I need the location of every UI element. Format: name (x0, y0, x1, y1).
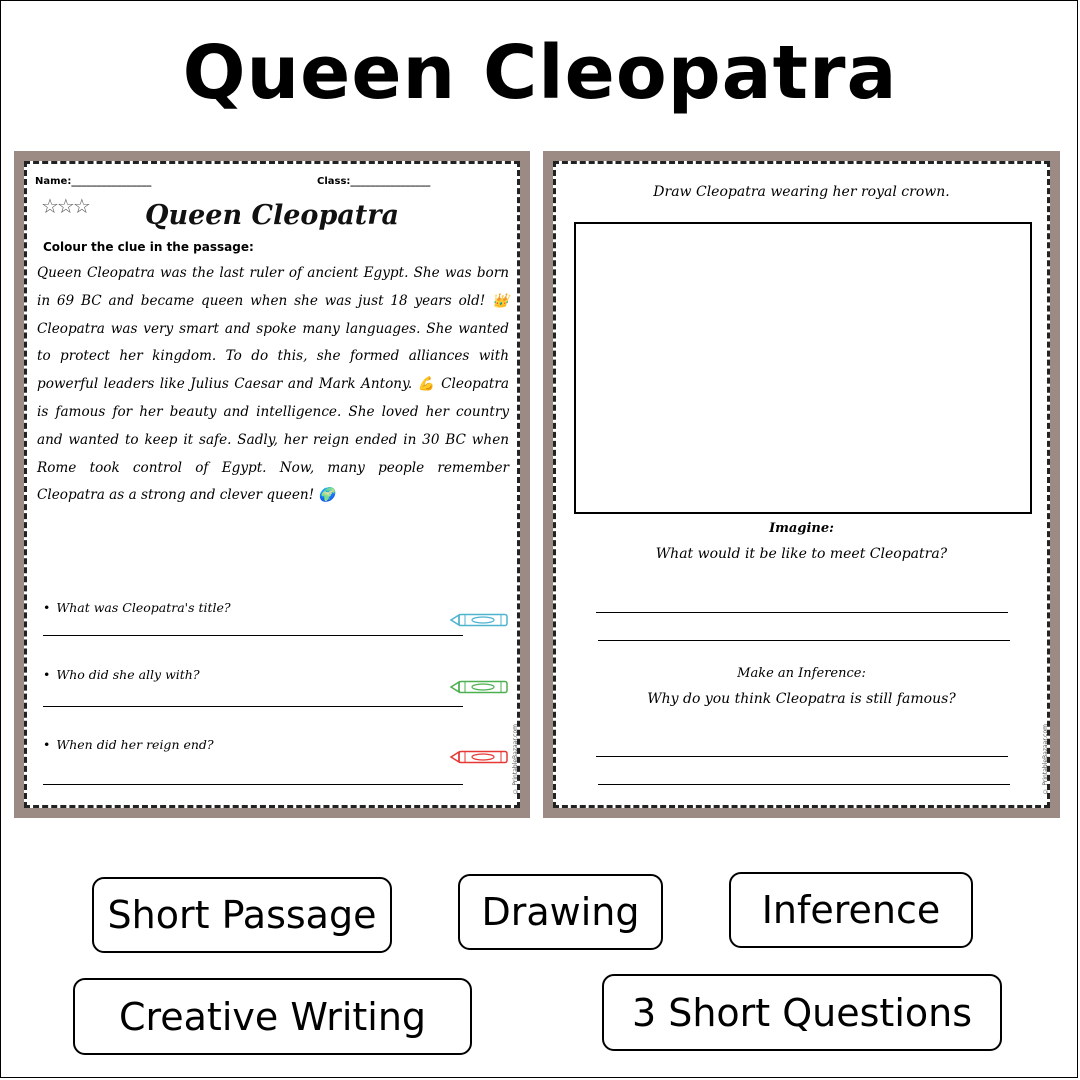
question-2-text: Who did she ally with? (56, 667, 200, 682)
rating-stars-icon: ☆☆☆ (41, 194, 89, 218)
green-crayon-icon (449, 679, 511, 695)
inference-label: Make an Inference: (737, 666, 866, 681)
question-3: • When did her reign end? (43, 737, 214, 752)
worksheet-activity-page (543, 151, 1060, 818)
class-field-label: Class:________________ (317, 176, 431, 187)
draw-prompt: Draw Cleopatra wearing her royal crown. (653, 184, 950, 200)
name-field-label: Name:________________ (35, 176, 152, 187)
tag-drawing: Drawing (458, 874, 663, 950)
page-title: Queen Cleopatra (182, 30, 898, 116)
worksheet-title: Queen Cleopatra (144, 200, 400, 231)
tag-3-short-questions: 3 Short Questions (602, 974, 1002, 1051)
question-1-text: What was Cleopatra's title? (56, 600, 231, 615)
inference-question: Why do you think Cleopatra is still famous? (647, 691, 956, 707)
drawing-box[interactable] (574, 222, 1032, 514)
imagine-answer-line-2[interactable] (598, 640, 1010, 641)
answer-line-3[interactable] (43, 784, 463, 785)
instruction-text: Colour the clue in the passage: (43, 240, 254, 254)
inference-answer-line-2[interactable] (598, 784, 1010, 785)
imagine-question: What would it be like to meet Cleopatra? (655, 546, 948, 562)
dashed-border-area (24, 161, 520, 808)
reading-passage: Queen Cleopatra was the last ruler of ancient Egypt. She was born in 69 BC and became queen when she was just 18 years old! 👑 Cleopatra was very smart and spoke many languages. She wanted to protect her kingdom. To do this, she formed alliances with powerful leaders like Julius Caesar and Mark Antony. 💪 Cleopatra is famous for her beauty and intelligence. She loved her country and wanted to keep it safe. Sadly, her reign ended in 30 BC when Rome took control of Egypt. Now, many people remember Cleopatra as a strong and clever queen! 🌍 (37, 265, 509, 504)
imagine-label: Imagine: (769, 521, 834, 536)
answer-line-2[interactable] (43, 706, 463, 707)
imagine-answer-line-1[interactable] (596, 612, 1008, 613)
inference-answer-line-1[interactable] (596, 756, 1008, 757)
tag-inference: Inference (729, 872, 973, 948)
copyright-note: © PrintableBazaar.com (512, 724, 519, 795)
question-3-text: When did her reign end? (56, 737, 214, 752)
worksheet-passage-page (14, 151, 530, 818)
question-1: • What was Cleopatra's title? (43, 600, 231, 615)
red-crayon-icon (449, 749, 511, 765)
tag-short-passage: Short Passage (92, 877, 392, 953)
blue-crayon-icon (449, 612, 511, 628)
dashed-border-area (553, 161, 1050, 808)
copyright-note: © PrintableBazaar.com (1042, 724, 1049, 795)
answer-line-1[interactable] (43, 635, 463, 636)
question-2: • Who did she ally with? (43, 667, 200, 682)
tag-creative-writing: Creative Writing (73, 978, 472, 1055)
